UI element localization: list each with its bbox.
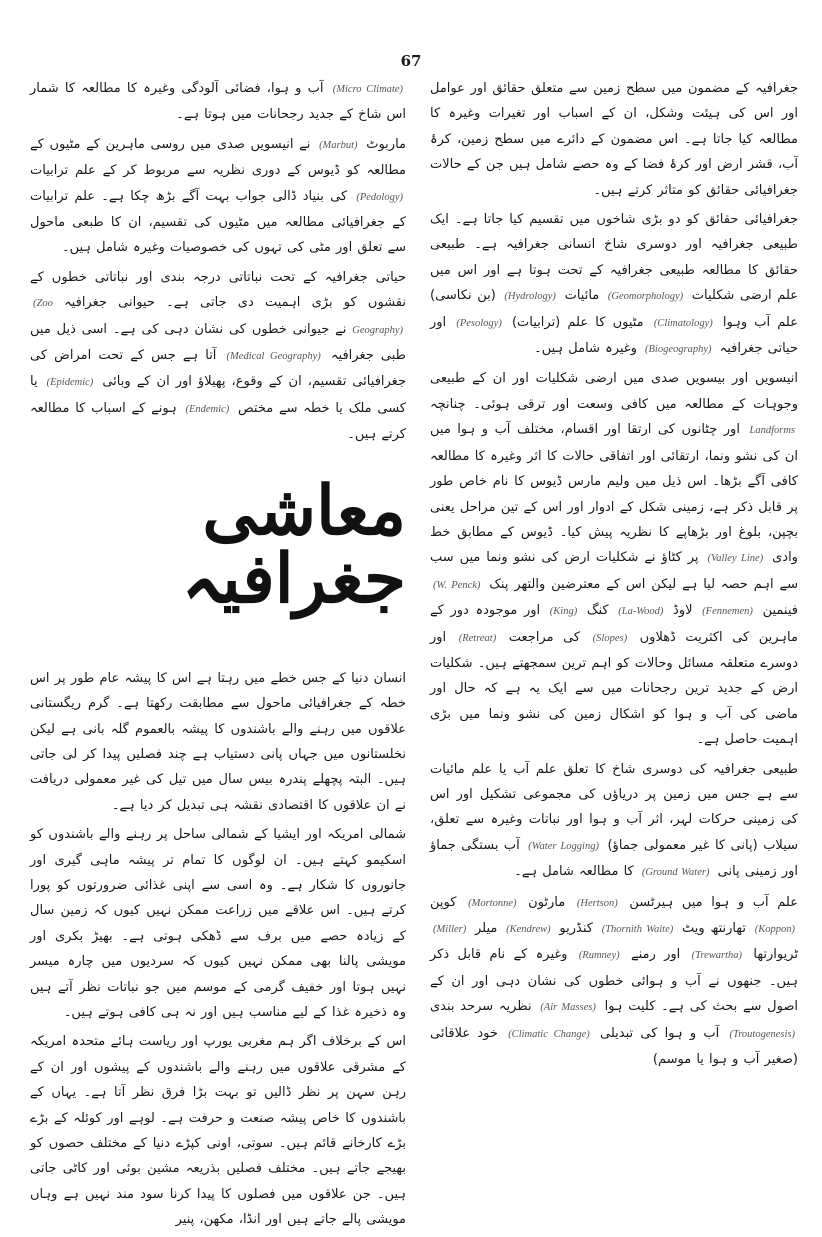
english-term: (Climatology) [653, 317, 713, 329]
paragraph [30, 1029, 406, 1232]
urdu-text: آب و ہوا، فضائی آلودگی وغیرہ کا مطالعہ کا شمار اس شاخ کے جدید رجحانات میں ہوتا ہے۔ [30, 81, 406, 123]
section-heading-box [30, 470, 406, 620]
urdu-text: کنگ [586, 603, 609, 619]
urdu-text: اور موجودہ دور کے ماہرین کی اکثریت ڈھلاوں [430, 603, 798, 645]
urdu-text: اور حیاتی جغرافیہ [430, 314, 798, 357]
english-term: (Retreat) [458, 632, 497, 644]
english-term: (King) [549, 606, 578, 618]
english-term: (Pesology) [456, 317, 502, 329]
urdu-text: آب و ہوا کی تبدیلی [600, 1025, 720, 1041]
urdu-text: لاوڈ [673, 603, 693, 619]
urdu-text: مارٹون [528, 894, 566, 910]
english-term: (Hydrology) [504, 291, 556, 303]
paragraph [30, 132, 406, 261]
urdu-text: جغرافیہ کے مضمون میں سطح زمین سے متعلق حقائق اور عوامل اور اس کی ہیئت وشکل، ان کے اسباب اور تغیرات وغیرہ کا مطالعہ کیا جاتا ہے۔ اس مضمون کے دائرے میں سطح زمین، کرۂ آب، قشر ارض اور کرۂ فضا کے وہ حصے شامل ہیں جن کے حالات جغرافیائی حقائق کو متاثر کرتے ہیں۔ [430, 81, 798, 198]
paragraph [430, 366, 798, 752]
paragraph [30, 265, 406, 448]
paragraph [30, 666, 406, 818]
urdu-text: انسان دنیا کے جس خطے میں رہتا ہے اس کا پیشہ عام طور پر اس خطہ کے جغرافیائی ماحول سے مطابقت رکھتا ہے۔ گرم ریگستانی علاقوں میں رہنے والے باشندوں کا پیشہ بالعموم گلہ بانی ہے لیکن نخلستانوں میں جہاں پانی دستیاب ہے چند فصلیں پیدا کر لی جاتی ہیں۔ البتہ پچھلے پندرہ بیس سال میں تیل کی غیر معمولی دریافت نے ان علاقوں کا اقتصادی نقشہ ہی تبدیل کر دیا ہے۔ [30, 670, 406, 813]
english-term: (Air Masses) [540, 1002, 596, 1014]
urdu-text: ماربوٹ [366, 136, 406, 152]
english-term: (Epidemic) [46, 377, 94, 389]
urdu-text: آتا ہے جس کے تحت امراض کی جغرافیائی تقسیم، ان کے وقوع، پھیلاؤ اور ان کے وبائی [30, 348, 406, 390]
english-term: (Ground Water) [641, 867, 710, 879]
urdu-text: طبیعی جغرافیہ کی دوسری شاخ کا تعلق علم آب یا علم مائیات سے ہے جس میں زمین پر دریاؤں کی مجموعی تشکیل اور اس کی زمینی حرکات لہر، اثر آب و ہوا اور نباتات وغیرہ سے تعلق، سیلاب (پانی کا غیر معمولی جماؤ) [430, 761, 799, 853]
left-column [30, 76, 406, 1237]
urdu-text: کی مراجعت [508, 629, 581, 645]
urdu-text: کا مطالعہ شامل ہے۔ [514, 864, 634, 880]
english-term: (Rumney) [578, 950, 620, 962]
paragraph [430, 207, 798, 362]
urdu-text: اس کے برخلاف اگر ہم مغربی یورپ اور ریاست ہائے متحدہ امریکہ کے مشرقی علاقوں میں رہنے والے باشندوں کے پیشوں اور ان کے رہن سہن پر نظر ڈالیں تو بہت بڑا فرق نظر آتا ہے۔ یہاں کے باشندوں کا خاص پیشہ صنعت و حرفت ہے۔ لوہے اور کوئلہ کے بڑے بڑے کارخانے قائم ہیں۔ سوتی، اونی کپڑے دنیا کے مختلف حصوں کو بھیجے جاتے ہیں۔ مختلف فصلیں بذریعہ مشین بوئی اور کاٹی جاتی ہیں۔ جن علاقوں میں فصلوں کا پیدا کرنا سود مند نہیں ہے وہاں مویشی پالے جاتے ہیں اور انڈا، مکھن، پنیر [30, 1034, 406, 1228]
urdu-text: اور چٹانوں کی ارتقا اور اقسام، مختلف آب و ہوا میں ان کی نشو ونما، ارتقائی اور اتفاقی حالات کا اثر وغیرہ کا مطالعہ کافی آگے بڑھا۔ اس ذیل میں ولیم مارس ڈیوس کا نام خاص طور پر قابل ذکر ہے، زمینی شکل کے ادوار اور اس کے تین مراحل یعنی بچپن، بلوغ اور بڑھاپے کا نظریہ پیش کیا۔ ڈیوس کے مطابق خط وادی [430, 422, 798, 566]
urdu-text: انیسویں اور بیسویں صدی میں ارضی شکلیات اور ان کے طبیعی وجوہات کے مطالعہ میں کافی وسعت اور ترقی ہوئی۔ چنانچہ [430, 371, 798, 412]
english-term: (Thornith Waite) [601, 924, 674, 935]
right-column [430, 76, 798, 1076]
urdu-text: فینمین [762, 603, 798, 619]
urdu-text: ہونے کے اسباب کا مطالعہ کرتے ہیں۔ [30, 400, 406, 443]
urdu-text: نے جیوانی خطوں کی نشان دہی کی ہے۔ اسی ذیل میں طبی جغرافیہ [30, 321, 406, 364]
urdu-text: پر کٹاؤ نے شکلیات ارض کی نشو ونما میں سب سے اہم حصہ لیا ہے لیکن اس کے معترضین والتھر پنک [430, 550, 798, 592]
urdu-text: یا کسی ملک یا خطہ سے مختص [30, 374, 406, 416]
english-term: (Mortonne) [468, 897, 517, 909]
urdu-text: کنڈریو [559, 921, 593, 936]
english-term: (Hertson) [576, 897, 618, 909]
english-term: (Valley Line) [707, 553, 764, 565]
urdu-text: حیاتی جغرافیہ کے تحت نباتاتی درجہ بندی اور نباتاتی خطوں کے نقشوں کو بڑی اہمیت دی جاتی ہے۔ حیوانی جغرافیہ [30, 269, 406, 311]
urdu-text: تھارنتھ ویٹ [681, 921, 746, 936]
urdu-text: کوپن [430, 894, 457, 910]
urdu-text: ٹریوارتھا [753, 947, 798, 963]
english-term: (Slopes) [592, 632, 628, 644]
english-term: (Kendrew) [506, 924, 551, 935]
english-term: (La-Wood) [618, 606, 664, 618]
urdu-text: نظریہ سرحد بندی [430, 999, 532, 1015]
english-term: (Endemic) [185, 403, 230, 415]
urdu-text: میلر [475, 921, 498, 936]
english-term: (Troutogenesis) [729, 1028, 795, 1040]
english-term: (W. Penck) [433, 579, 481, 591]
paragraph [30, 822, 406, 1025]
english-term: (Pedology) [356, 191, 404, 203]
english-term: (Trewartha) [691, 950, 743, 962]
urdu-text: نے انیسویں صدی میں روسی ماہرین کے مٹیوں کے مطالعہ کو ڈیوس کے دوری نظریہ سے مربوط کر کے علم ترابیات [30, 136, 406, 179]
urdu-text: مائیات [564, 288, 600, 304]
page-number: 67 [400, 52, 422, 70]
urdu-text: شمالی امریکہ اور ایشیا کے شمالی ساحل پر رہنے والے باشندوں کو اسکیمو کہتے ہیں۔ ان لوگوں کا تمام تر پیشہ ماہی گیری اور جانوروں کا شکار ہے۔ وہ اسی سے اپنی غذائی ضرورتوں کو پورا کرتے ہیں۔ اس علاقے میں زراعت ممکن نہیں کیوں کہ زمین سال کے زیادہ حصے میں برف سے ڈھکی ہوتی ہے۔ بھیڑ بکری اور مویشی پالنا بھی ممکن نہیں کیوں کہ سردیوں میں چارہ میسر نہیں ہوتا اور خفیف گرمی کے موسم میں جو نباتات نظر آتے ہیں وہ ذخیرہ غذا کے لیے مناسب ہیں اور نہ ہی کافی ہوتے ہیں۔ [30, 827, 406, 1020]
urdu-text: وغیرہ شامل ہیں۔ [534, 341, 637, 357]
section-heading: معاشی جغرافیہ [181, 470, 406, 619]
english-term: (Koppon) [754, 924, 795, 935]
paragraph [430, 890, 798, 1073]
urdu-text: وغیرہ کے نام قابل ذکر ہیں۔ جنھوں نے آب و ہوائی خطوں کی نشان دہی اور ان کے اصول سے بحث کی ہے۔ کلیت ہوا [430, 947, 798, 1015]
urdu-text: خود علاقائی (صغیر آب و ہوا یا موسم) [430, 1025, 798, 1068]
english-term: (Marbut) [319, 139, 358, 151]
urdu-text: کی بنیاد ڈالی جواب بہت آگے بڑھ چکا ہے۔ علم ترابیات کے جغرافیائی مطالعہ میں مٹیوں کی تقسیم، ان کا طبعی ماحول سے تعلق اور مٹی کی تہوں کی خصوصیات وغیرہ شامل ہیں۔ [30, 188, 406, 256]
english-term: (Water Logging) [528, 840, 599, 852]
urdu-text: (بن نکاسی) علم آب وہوا [430, 288, 798, 330]
english-term: (Fennemen) [702, 606, 753, 618]
urdu-text: اور رمنے [630, 947, 681, 963]
urdu-text: جغرافیائی حقائق کو دو بڑی شاخوں میں تقسیم کیا جاتا ہے۔ ایک طبیعی جغرافیہ اور دوسری شاخ انسانی جغرافیہ ہے۔ طبیعی حقائق کا مطالعہ طبیعی جغرافیہ کے تحت ہوتا ہے اور اس میں علم ارضی شکلیات [430, 212, 798, 304]
english-term: (Climatic Change) [508, 1028, 590, 1040]
urdu-text: اور دوسرے متعلقہ مسائل وحالات کو اہم ترین سمجھتے ہیں۔ شکلیات ارض کے جدید ترین رجحانات میں سے ایک یہ ہے کہ حال اور ماضی کی آب و ہوا کو اشکال زمین کی نشو ونما میں بڑی اہمیت حاصل ہے۔ [430, 629, 798, 748]
english-term: (Biogeography) [645, 344, 712, 356]
english-term: (Geomorphology) [607, 291, 684, 303]
paragraph [430, 757, 798, 886]
urdu-text: آب بستگی جماؤ اور زمینی پانی [430, 837, 798, 880]
urdu-text: علم آب و ہوا میں ہیرٹسن [629, 894, 798, 910]
english-term: (Zoo Geography) [33, 298, 403, 336]
english-term: (Miller) [433, 924, 467, 935]
paragraph [30, 76, 406, 128]
urdu-text: مٹیوں کا علم (ترابیات) [511, 314, 644, 330]
english-term: Landforms [749, 425, 795, 437]
english-term: (Medical Geography) [226, 351, 321, 363]
paragraph [430, 76, 798, 203]
english-term: (Micro Climate) [332, 84, 404, 95]
